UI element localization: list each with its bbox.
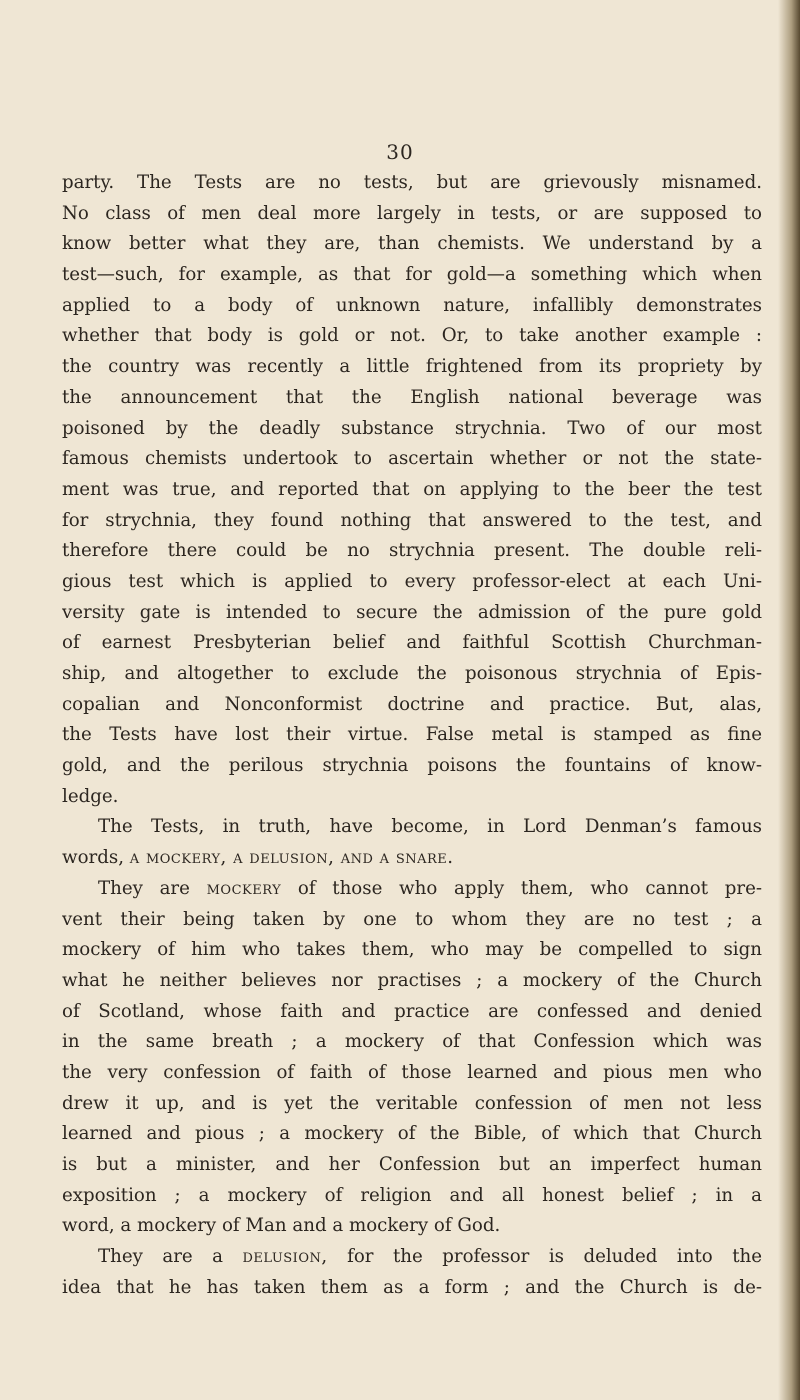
text-line: The Tests, in truth, have become, in Lord Denman’s famous	[98, 816, 762, 838]
text-fragment: of those who apply them, who cannot pre-	[297, 877, 762, 899]
page-number: 30	[386, 140, 414, 164]
small-caps-phrase: mockery	[206, 877, 282, 899]
text-line: whether that body is gold or not. Or, to take another example :	[62, 325, 762, 347]
text-line: drew it up, and is yet the veritable confession of men not less	[62, 1092, 762, 1114]
text-line	[62, 843, 762, 874]
text-line: versity gate is intended to secure the admission of the pure gold	[62, 601, 762, 623]
text-line: idea that he has taken them as a form ; and the Church is de-	[62, 1276, 762, 1298]
text-line: gious test which is applied to every professor-elect at each Uni-	[62, 570, 762, 592]
text-line: what he neither believes nor practises ; a mockery of the Church	[62, 969, 762, 991]
small-caps-phrase: delusion,	[242, 1246, 328, 1268]
text-line: learned and pious ; a mockery of the Bible, of which that Church	[62, 1123, 762, 1145]
text-line: ledge.	[62, 785, 119, 807]
text-line: copalian and Nonconformist doctrine and practice. But, alas,	[62, 693, 762, 715]
page-edge-shadow	[778, 0, 800, 1400]
text-line: therefore there could be no strychnia present. The double reli-	[62, 540, 762, 562]
text-line: exposition ; a mockery of religion and all honest belief ; in a	[62, 1184, 762, 1206]
text-fragment: words,	[62, 847, 124, 869]
text-line: famous chemists undertook to ascertain whether or not the state-	[62, 448, 762, 470]
text-line: applied to a body of unknown nature, infallibly demonstrates	[62, 294, 762, 316]
text-line: vent their being taken by one to whom they are no test ; a	[62, 908, 762, 930]
text-line: word, a mockery of Man and a mockery of God.	[62, 1215, 501, 1237]
text-line: the country was recently a little frightened from its propriety by	[62, 356, 762, 378]
text-fragment: They are	[98, 877, 190, 899]
small-caps-phrase: a mockery, a delusion, and a snare.	[129, 847, 454, 869]
body-text	[62, 168, 762, 1303]
text-line: party. The Tests are no tests, but are grievously misnamed.	[62, 172, 762, 193]
text-line: poisoned by the deadly substance strychnia. Two of our most	[62, 417, 762, 439]
text-line: is but a minister, and her Confession but an imperfect human	[62, 1154, 762, 1175]
text-line: of Scotland, whose faith and practice are confessed and denied	[62, 1000, 762, 1022]
text-line: gold, and the perilous strychnia poisons the fountains of know-	[62, 755, 762, 777]
text-fragment: They are a	[98, 1246, 223, 1268]
text-line: ment was true, and reported that on applying to the beer the test	[62, 478, 762, 500]
text-line: mockery of him who takes them, who may be compelled to sign	[62, 939, 762, 961]
text-line	[62, 1242, 762, 1273]
text-line: the very confession of faith of those learned and pious men who	[62, 1061, 762, 1083]
text-line: of earnest Presbyterian belief and faithful Scottish Churchman-	[62, 632, 762, 654]
text-line: ship, and altogether to exclude the poisonous strychnia of Epis-	[62, 663, 762, 684]
text-line: the announcement that the English national beverage was	[62, 386, 762, 408]
text-line: for strychnia, they found nothing that answered to the test, and	[62, 509, 762, 531]
text-line: in the same breath ; a mockery of that Confession which was	[62, 1031, 762, 1053]
text-fragment: for the professor is deluded into the	[347, 1246, 762, 1268]
text-line: No class of men deal more largely in tests, or are supposed to	[62, 202, 762, 224]
text-line: the Tests have lost their virtue. False metal is stamped as fine	[62, 724, 762, 746]
text-line	[62, 874, 762, 905]
text-line: test—such, for example, as that for gold—a something which when	[62, 264, 762, 286]
text-line: know better what they are, than chemists. We understand by a	[62, 233, 762, 255]
